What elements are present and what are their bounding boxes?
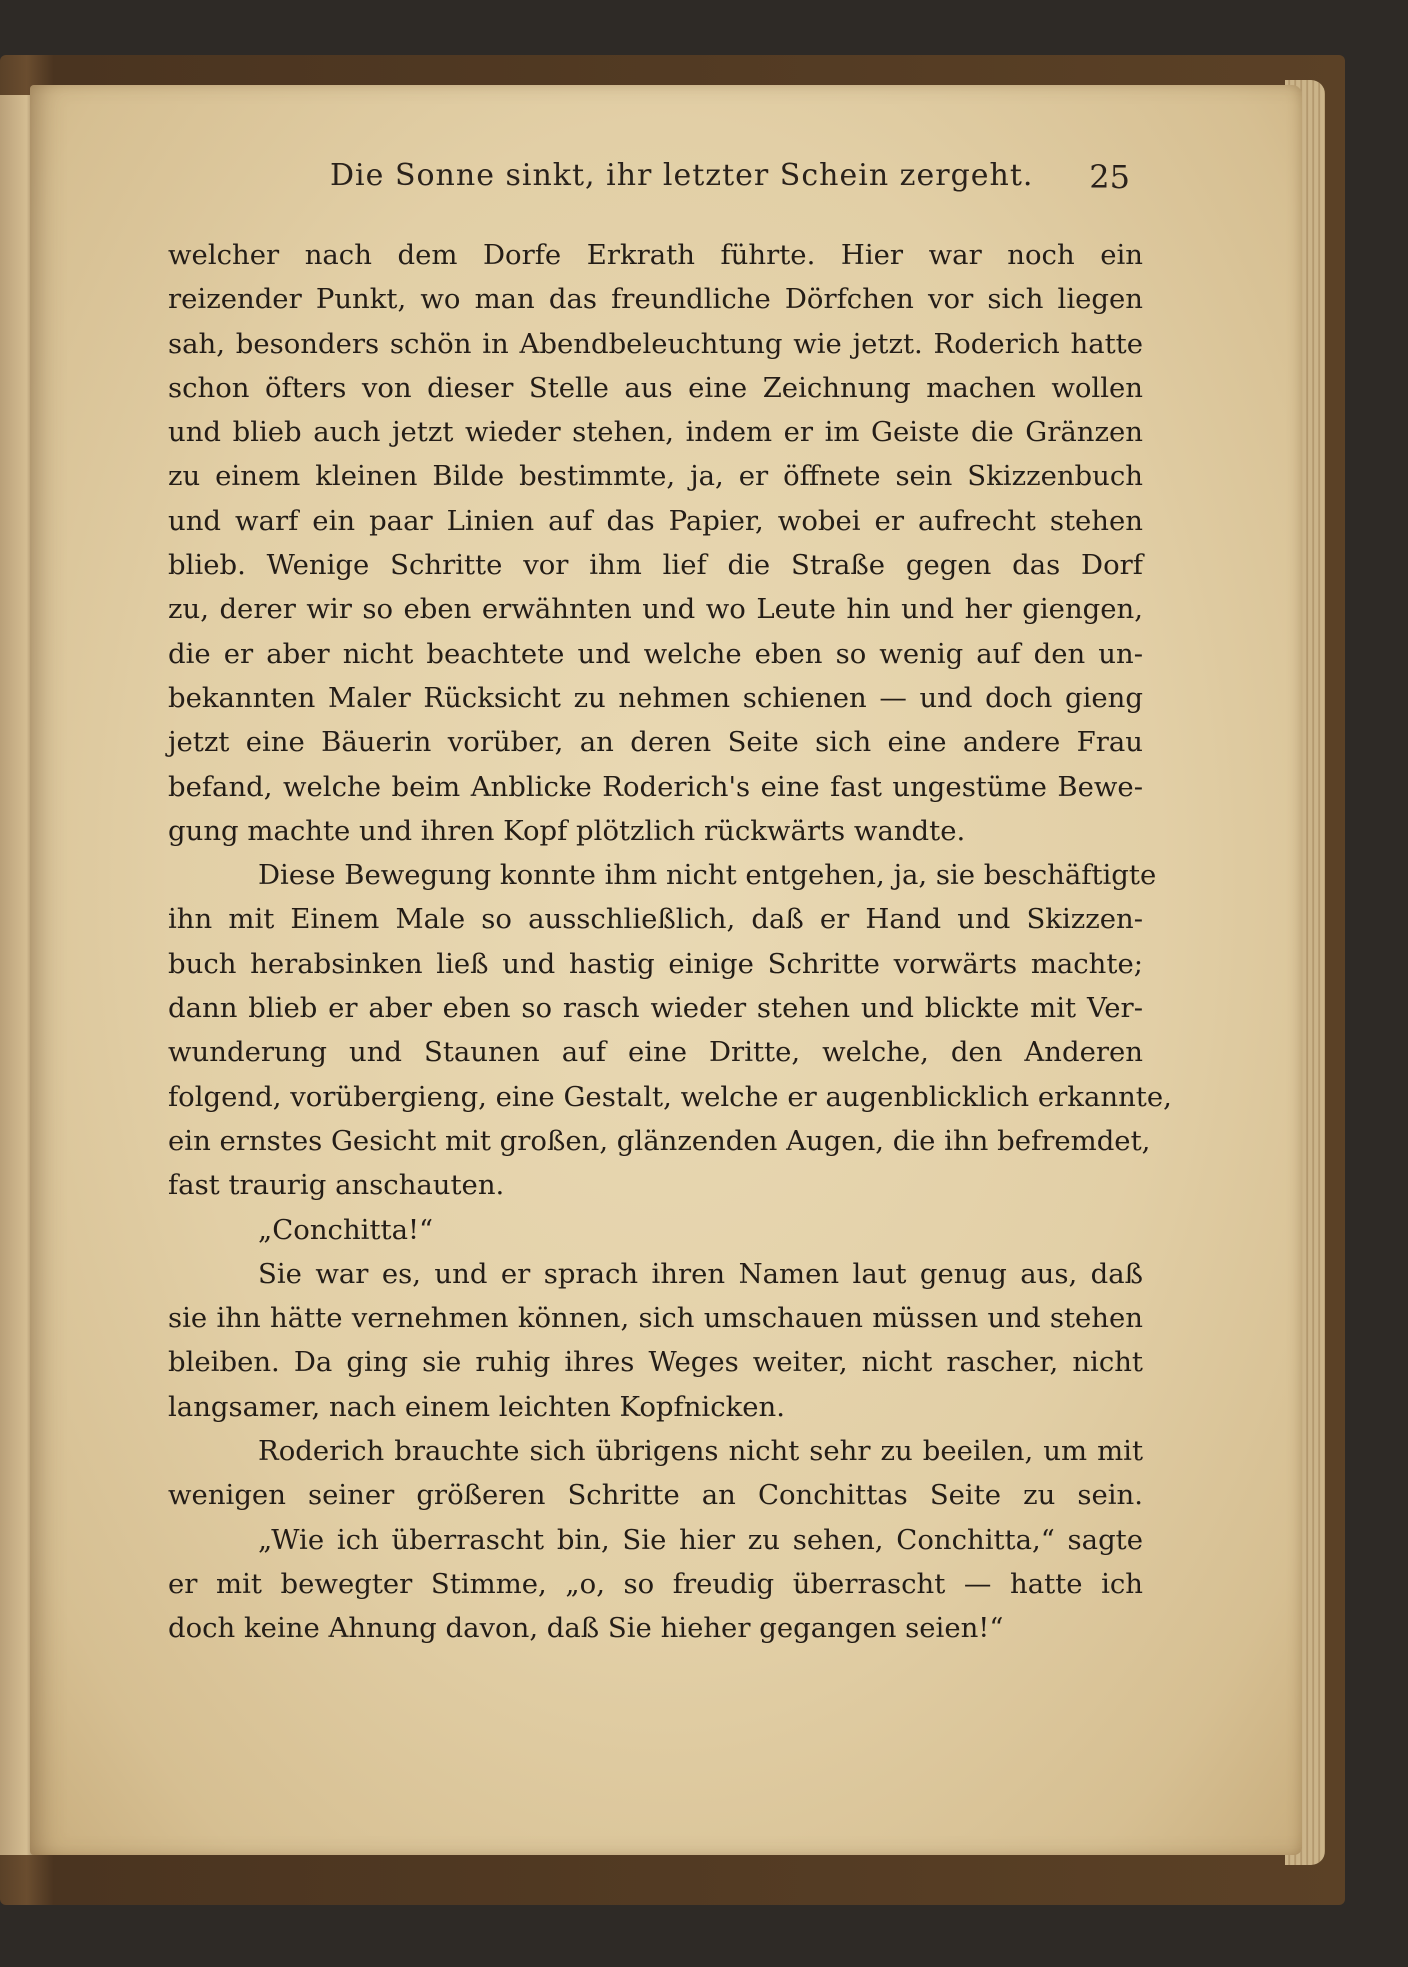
text-line: blieb. Wenige Schritte vor ihm lief die Straße gegen das Dorf [168,549,1143,582]
text-line: ein ernstes Gesicht mit großen, glänzenden Augen, die ihn befremdet, [168,1124,1151,1157]
text-line: langsamer, nach einem leichten Kopfnicken. [168,1390,786,1423]
text-line: ihn mit Einem Male so ausschließlich, daß er Hand und Skizzen- [168,903,1143,936]
running-head [180,158,1130,208]
text-line: befand, welche beim Anblicke Roderich's eine fast ungestüme Bewe- [168,770,1143,803]
text-line: welcher nach dem Dorfe Erkrath führte. Hier war noch ein [168,239,1143,271]
text-line: „Wie ich überrascht bin, Sie hier zu sehen, Conchitta,“ sagte [258,1523,1143,1556]
text-line: doch keine Ahnung davon, daß Sie hieher gegangen seien!“ [168,1612,1004,1645]
text-line: er mit bewegter Stimme, „o, so freudig überrascht — hatte ich [168,1567,1143,1600]
text-line: Sie war es, und er sprach ihren Namen laut genug aus, daß [258,1257,1143,1290]
text-line: zu, derer wir so eben erwähnten und wo Leute hin und her giengen, [168,593,1143,626]
text-line: zu einem kleinen Bilde bestimmte, ja, er öffnete sein Skizzenbuch [168,460,1143,493]
page-number: 25 [1089,158,1130,196]
text-line: folgend, vorübergieng, eine Gestalt, welche er augenblicklich erkannte, [168,1080,1172,1113]
text-line: jetzt eine Bäuerin vorüber, an deren Seite sich eine andere Frau [168,726,1143,759]
text-line: bleiben. Da ging sie ruhig ihres Weges weiter, nicht rascher, nicht [168,1346,1143,1379]
text-line: und blieb auch jetzt wieder stehen, indem er im Geiste die Gränzen [168,416,1143,449]
text-line: sah, besonders schön in Abendbeleuchtung wie jetzt. Roderich hatte [168,327,1143,360]
body-text [168,233,1172,1651]
text-line: wunderung und Staunen auf eine Dritte, welche, den Anderen [168,1036,1143,1069]
text-line: und warf ein paar Linien auf das Papier, wobei er aufrecht stehen [168,504,1143,537]
text-line: die er aber nicht beachtete und welche eben so wenig auf den un- [168,637,1143,670]
text-line: dann blieb er aber eben so rasch wieder stehen und blickte mit Ver- [168,992,1143,1025]
text-line: buch herabsinken ließ und hastig einige Schritte vorwärts machte; [168,947,1143,980]
text-line: bekannten Maler Rücksicht zu nehmen schienen — und doch gieng [168,681,1143,714]
text-line: Diese Bewegung konnte ihm nicht entgehen, ja, sie beschäftigte [258,859,1157,892]
text-line: reizender Punkt, wo man das freundliche Dörfchen vor sich liegen [168,283,1143,316]
text-line: schon öfters von dieser Stelle aus eine Zeichnung machen wollen [168,371,1143,404]
text-line: wenigen seiner größeren Schritte an Conchittas Seite zu sein. [168,1479,1143,1512]
running-head-title: Die Sonne sinkt, ihr letzter Schein zergeht. [330,158,1034,193]
text-line: „Conchitta!“ [258,1213,434,1246]
text-line: Roderich brauchte sich übrigens nicht sehr zu beeilen, um mit [258,1435,1143,1468]
text-line: sie ihn hätte vernehmen können, sich umschauen müssen und stehen [168,1302,1143,1335]
text-line: fast traurig anschauten. [168,1169,505,1202]
text-line: gung machte und ihren Kopf plötzlich rückwärts wandte. [168,814,966,847]
